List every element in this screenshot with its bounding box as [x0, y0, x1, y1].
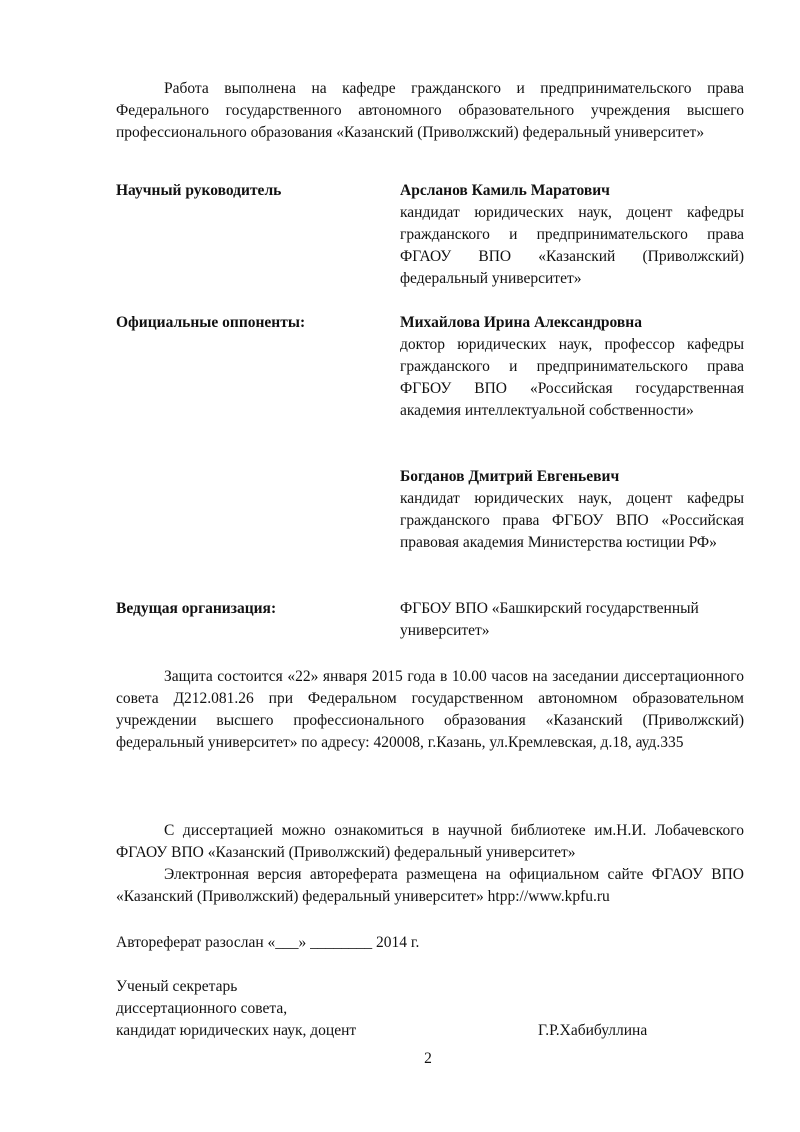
- opponent-1-block: [400, 312, 744, 422]
- supervisor-label: Научный руководитель: [116, 182, 282, 199]
- supervisor-block: [400, 180, 744, 290]
- leading-org-text: ФГБОУ ВПО «Башкирский государственный университет»: [400, 600, 699, 639]
- secretary-name: Г.Р.Хабибуллина: [538, 1022, 648, 1039]
- opponent-2-block: [400, 466, 744, 554]
- defense-paragraph: Защита состоится «22» января 2015 года в 10.00 часов на заседании диссертационного совета Д212.081.26 при Федеральном государственном автономном образовательном учреждении высшего профессионального образования «Казанский (Приволжский) федеральный университет» по адресу: 420008, г.Казань, ул.Кремлевская, д.18, ауд.335: [116, 668, 744, 751]
- opponent-2-details: кандидат юридических наук, доцент кафедры гражданского права ФГБОУ ВПО «Российская правовая академия Министерства юстиции РФ»: [400, 490, 744, 551]
- secretary-line-3: кандидат юридических наук, доцент: [116, 1022, 357, 1039]
- supervisor-name: Арсланов Камиль Маратович: [400, 182, 610, 199]
- electronic-version-paragraph: Электронная версия автореферата размещена на официальном сайте ФГАОУ ВПО «Казанский (Приволжский) федеральный университет» htpp://www.kpfu.ru: [116, 866, 744, 905]
- supervisor-details: кандидат юридических наук, доцент кафедры гражданского и предпринимательского права ФГАОУ ВПО «Казанский (Приволжский) федеральный университет»: [400, 204, 744, 287]
- opponent-2-name: Богданов Дмитрий Евгеньевич: [400, 468, 620, 485]
- secretary-line-2: диссертационного совета,: [116, 1000, 288, 1017]
- opponent-1-name: Михайлова Ирина Александровна: [400, 314, 642, 331]
- page-number: 2: [424, 1050, 432, 1067]
- leading-org-label: Ведущая организация:: [116, 600, 277, 617]
- secretary-title: [116, 976, 436, 1042]
- opponents-label: Официальные оппоненты:: [116, 314, 306, 331]
- secretary-line-1: Ученый секретарь: [116, 978, 238, 995]
- opponent-1-details: доктор юридических наук, профессор кафедры гражданского и предпринимательского права ФГБОУ ВПО «Российская государственная академия интеллектуальной собственности»: [400, 336, 744, 419]
- sent-date-line: Автореферат разослан «___» ________ 2014 г.: [116, 934, 420, 951]
- library-paragraph: С диссертацией можно ознакомиться в научной библиотеке им.Н.И. Лобачевского ФГАОУ ВПО «Казанский (Приволжский) федеральный университет»: [116, 822, 744, 861]
- intro-paragraph: Работа выполнена на кафедре гражданского и предпринимательского права Федерального государственного автономного образовательного учреждения высшего профессионального образования «Казанский (Приволжский) федеральный университет»: [116, 80, 744, 141]
